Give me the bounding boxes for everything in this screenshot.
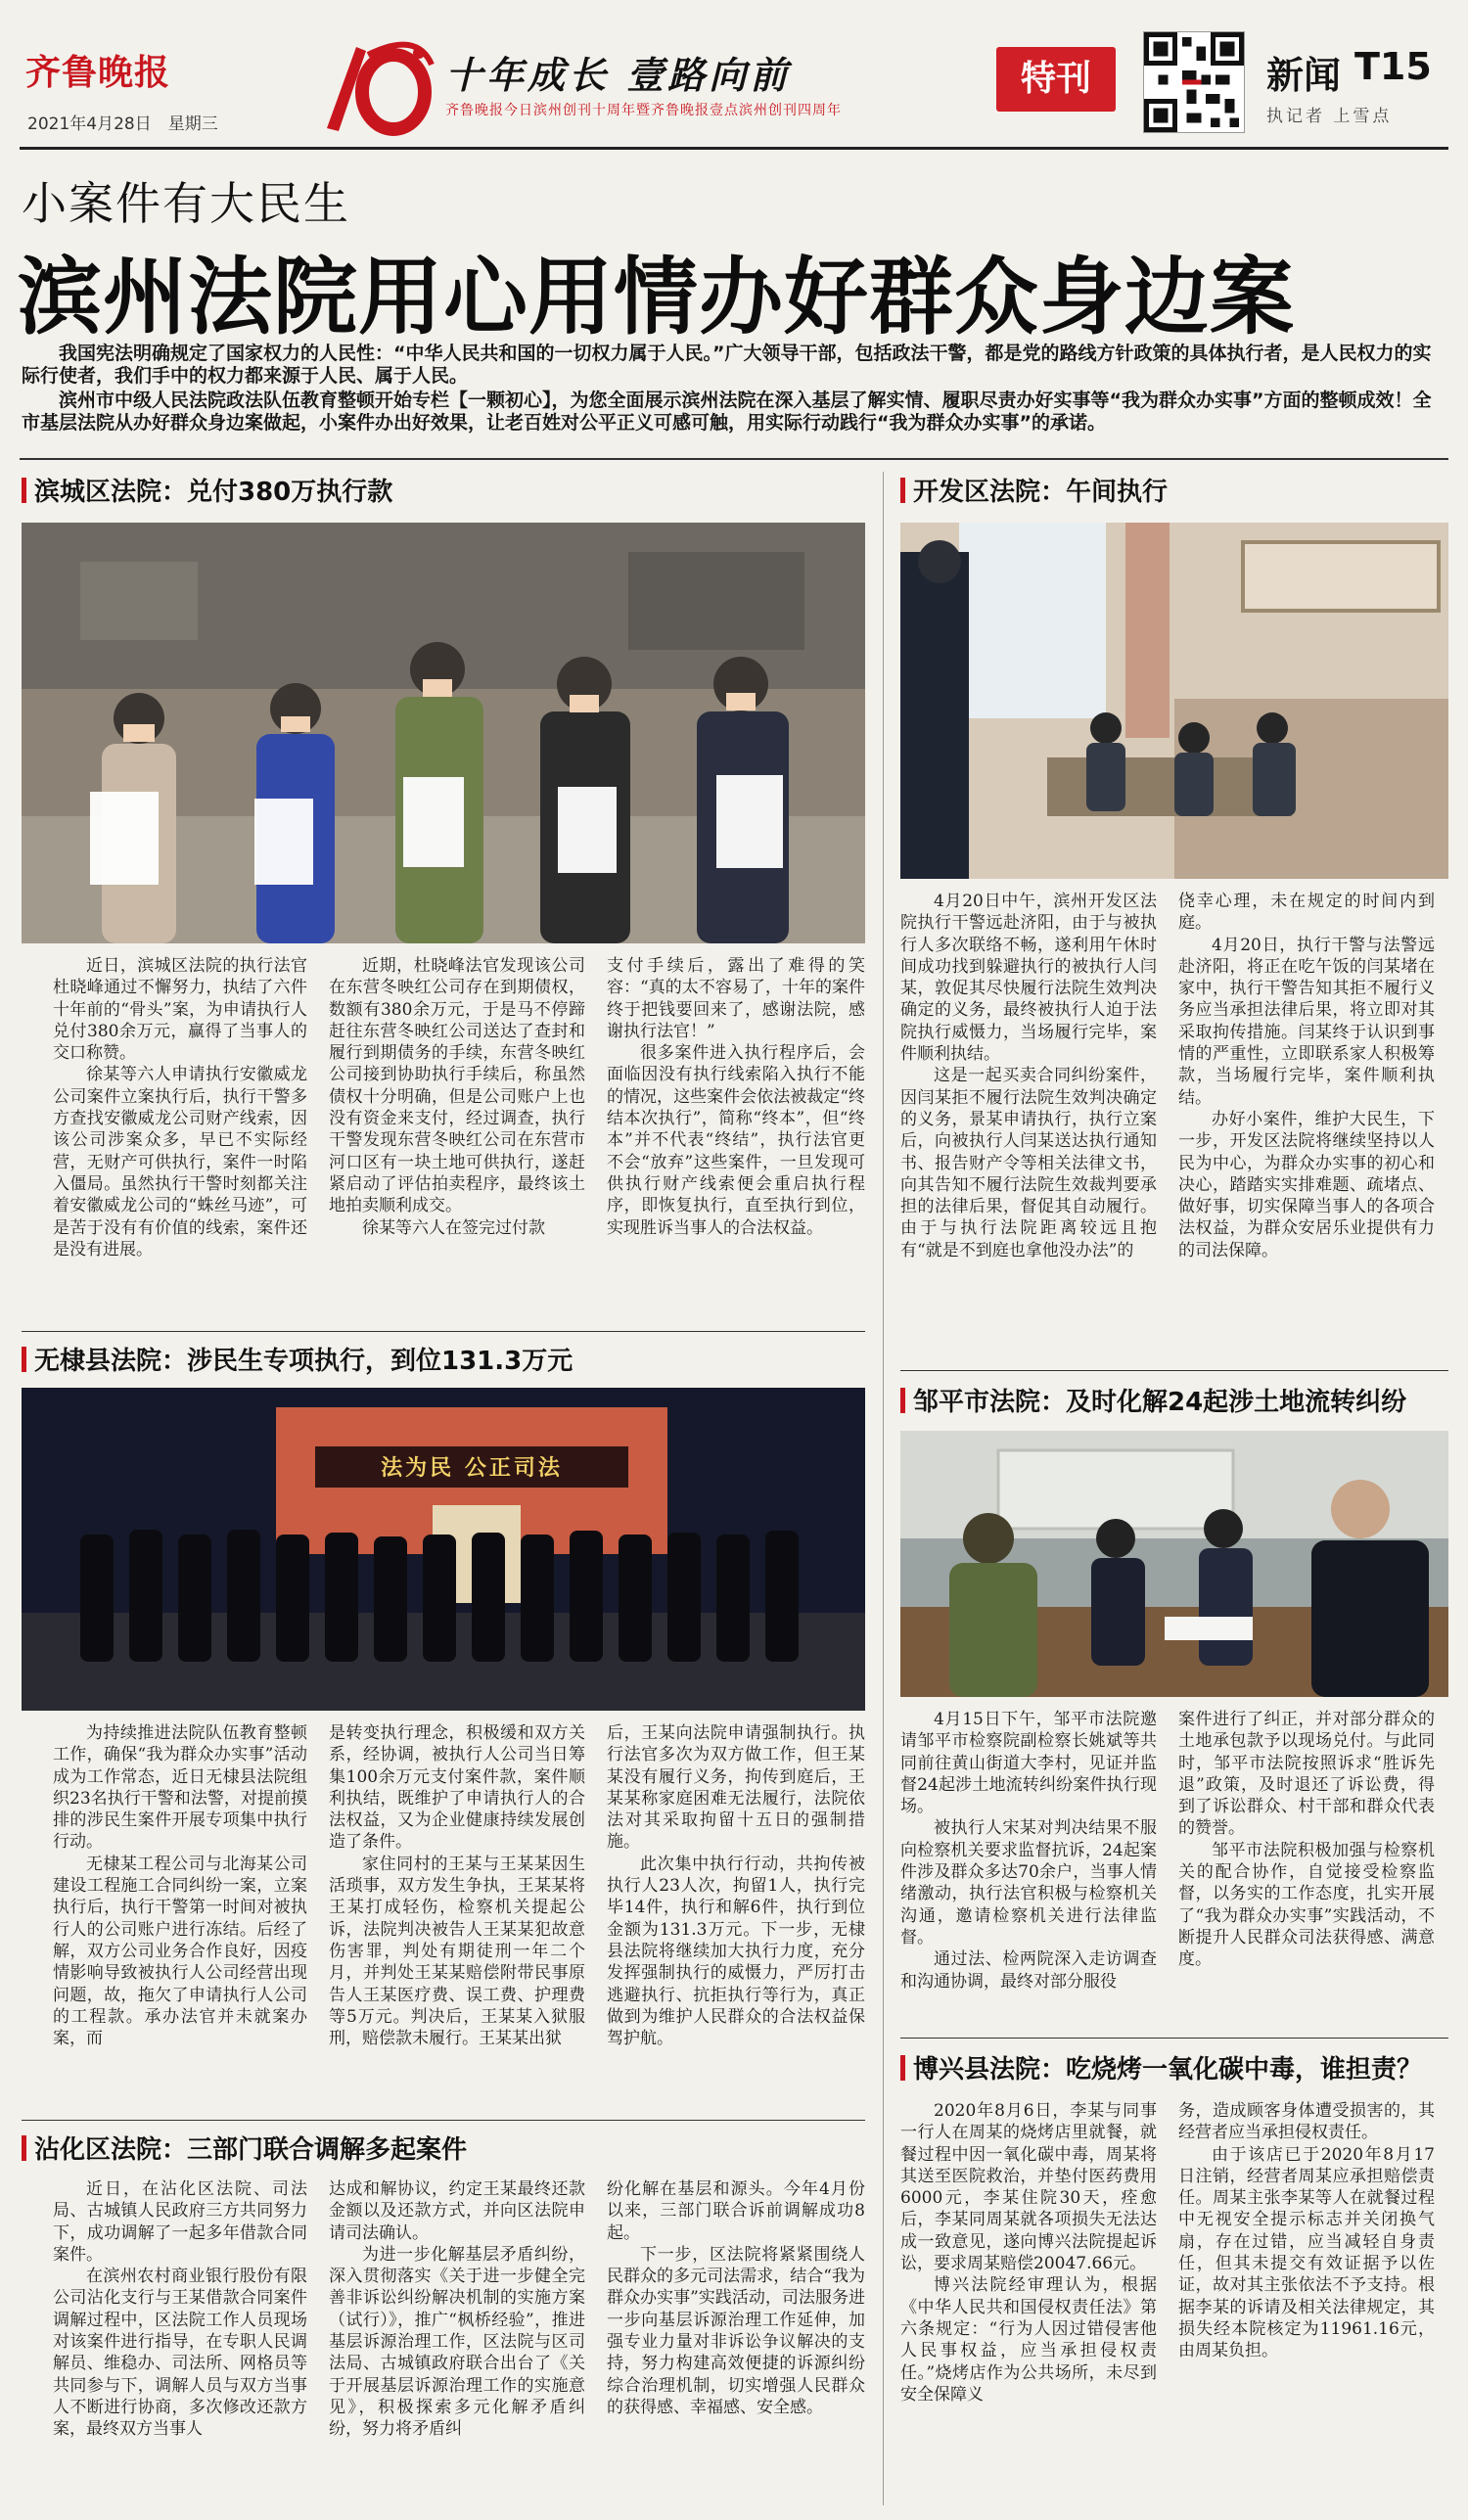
- photo-wudi-night-operation: [22, 1388, 865, 1711]
- section-title-zhanhua: 沾化区法院：三部门联合调解多起案件: [22, 2130, 467, 2166]
- masthead-divider: [20, 147, 1448, 150]
- article-zhanhua-col-3: 纷化解在基层和源头。今年4月份以来，三部门联合诉前调解成功8起。 下一步，区法院将紧紧围绕人民群众的多元司法需求，结合“我为群众办实事”实践活动，司法服务进一步向基层诉源治理工作延伸，加强专业力量对非诉讼争议解决的支持，努力构建高效便捷的诉源纠纷综合治理机制，切实增强人民群众的获得感、幸福感、安全感。: [607, 2179, 865, 2417]
- article-boxing-col-1: 2020年8月6日，李某与同事一行人在周某的烧烤店里就餐，就餐过程中因一氧化碳中毒，周某将其送至医院救治，并垫付医药费用6000元，李某住院30天，痊愈后，李某同周某就各项损失无法达成一致意见，遂向博兴法院提起诉讼，要求周某赔偿20047.66元。 博兴法院经审理认为，根据《中华人民共和国侵权责任法》第六条规定：“行为人因过错侵害他人民事权益，应当承担侵权责任。”烧烤店作为公共场所，未尽到安全保障义: [900, 2101, 1157, 2405]
- anniversary-slogan: 十年成长 壹路向前: [445, 53, 792, 97]
- section-title-kaifa: 开发区法院：午间执行: [900, 472, 1168, 508]
- article-wudi-col-1: 为持续推进法院队伍教育整顿工作，确保“我为群众办实事”活动成为工作常态，近日无棣县法院组织23名执行干警和法警，对提前摸排的涉民生案件开展专项集中执行行动。 无棣某工程公司与北海某公司建设工程施工合同纠纷一案，立案执行后，执行干警第一时间对被执行人的公司账户进行冻结。后经了解，双方公司业务合作良好，因疫情影响导致被执行人公司经营出现问题，故，拖欠了申请执行人公司的工程款。承办法官并未就案办案，而: [53, 1723, 307, 2049]
- article-kaifa-col-1: 4月20日中午，滨州开发区法院执行干警远赴济阳，由于与被执行人多次联络不畅，遂利用午休时间成功找到躲避执行的被执行人闫某，敦促其尽快履行法院生效判决确定的义务，最终被执行人迫于法院执行威慑力，当场履行完毕，案件顺利执结。 这是一起买卖合同纠纷案件，因闫某拒不履行法院生效判决确定的义务，景某申请执行，执行立案后，向被执行人闫某送达执行通知书、报告财产令等相关法律文书，向其告知不履行法院生效裁判要承担的法律后果，督促其自动履行。由于与执行法院距离较远且抱有“就是不到庭也拿他没办法”的: [900, 892, 1157, 1260]
- article-zouping-col-2: 案件进行了纠正，并对部分群众的土地承包款予以现场兑付。与此同时，邹平市法院按照诉求“胜诉先退”政策，及时退还了诉讼费，得到了诉讼群众、村干部和群众代表的赞誉。 邹平市法院积极加强与检察机关的配合协作，自觉接受检察监督，以务实的工作态度，扎实开展了“我为群众办实事”实践活动，不断提升人民群众司法获得感、满意度。: [1178, 1710, 1435, 1970]
- article-zhanhua-col-2: 达成和解协议，约定王某最终还款金额以及还款方式，并向区法院申请司法确认。 为进一步化解基层矛盾纠纷，深入贯彻落实《关于进一步健全完善非诉讼纠纷解决机制的实施方案（试行）》，推广“枫桥经验”，推进基层诉源治理工作，区法院与区司法局、古城镇政府联合出台了《关于开展基层诉源治理工作的实施意见》，积极探索多元化解矛盾纠纷，努力将矛盾纠: [329, 2179, 585, 2440]
- intro-paragraph-1: 我国宪法明确规定了国家权力的人民性：“中华人民共和国的一切权力属于人民。”广大领导干部，包括政法干警，都是党的路线方针政策的具体执行者，是人民权力的实际行使者，我们手中的权力都来源于人民、属于人民。: [22, 343, 1432, 387]
- article-boxing-col-2: 务，造成顾客身体遭受损害的，其经营者应当承担侵权责任。 由于该店已于2020年8月17日注销，经营者周某应承担赔偿责任。周某主张李某等人在就餐过程中无视安全提示标志并关闭换气扇，存在过错，应当减轻自身责任，但其未提交有效证据予以佐证，故对其主张依法不予支持。根据李某的诉请及相关法律规定，其损失经本院核定为11961.16元，由周某负担。: [1178, 2101, 1435, 2361]
- section-divider: [22, 2120, 865, 2121]
- section-title-zouping: 邹平市法院：及时化解24起涉土地流转纠纷: [900, 1382, 1406, 1418]
- article-wudi-col-2: 是转变执行理念，积极缓和双方关系，经协调，被执行人公司当日筹集100余万元支付案件款，案件顺利执结，既维护了申请执行人的合法权益，又为企业健康持续发展创造了条件。 家住同村的王某与王某某因生活琐事，双方发生争执，王某某将王某打成轻伤，检察机关提起公诉，法院判决被告人王某某犯故意伤害罪，判处有期徒刑一年二个月，并判处王某某赔偿附带民事原告人王某医疗费、误工费、护理费等5万元。判决后，王某某入狱服刑，赔偿款未履行。王某某出狱: [329, 1723, 585, 2049]
- section-title-wudi: 无棣县法院：涉民生专项执行，到位131.3万元: [22, 1341, 573, 1377]
- newspaper-logo: 齐鲁晚报: [25, 52, 171, 93]
- article-bincheng-col-3: 支付手续后，露出了难得的笑容：“真的太不容易了，十年的案件终于把钱要回来了，感谢法院，感谢执行法官！” 很多案件进入执行程序后，会面临因没有执行线索陷入执行不能的情况，这些案件会依法被裁定“终结本次执行”，简称“终本”，但“终本”并不代表“终结”，执行法官更不会“放弃”这些案件，一旦发现可供执行财产线索便会重启执行程序，即恢复执行，直至执行到位，实现胜诉当事人的合法权益。: [607, 956, 865, 1238]
- publication-date: 2021年4月28日 星期三: [27, 115, 218, 134]
- special-edition-tag: 特刊: [996, 47, 1116, 112]
- column-divider: [883, 472, 884, 2505]
- editor-credit: 执记者 上雪点: [1266, 107, 1393, 126]
- photo-bincheng-petitioners: [22, 523, 865, 943]
- section-divider: [900, 2038, 1448, 2039]
- anniversary-subline: 齐鲁晚报今日滨州创刊十周年暨齐鲁晚报壹点滨州创刊四周年: [445, 103, 842, 118]
- article-bincheng-col-1: 近日，滨城区法院的执行法官杜晓峰通过不懈努力，执结了六件十年前的“骨头”案，为申请执行人兑付380余万元，赢得了当事人的交口称赞。 徐某等六人申请执行安徽威龙公司案件立案执行后，执行干警多方查找安徽威龙公司财产线索，因该公司涉案众多，早已不实际经营，无财产可供执行，案件一时陷入僵局。虽然执行干警时刻都关注着安徽威龙公司的“蛛丝马迹”，可是苦于没有有价值的线索，案件还是没有进展。: [53, 956, 307, 1260]
- court-banner-text: 法为民 公正司法: [381, 1456, 563, 1481]
- qr-code-icon: [1143, 31, 1245, 133]
- article-zouping-col-1: 4月15日下午，邹平市法院邀请邹平市检察院副检察长姚斌等共同前往黄山街道大李村，见证并监督24起涉土地流转纠纷案件执行现场。 被执行人宋某对判决结果不服向检察机关要求监督抗诉，24起案件涉及群众多达70余户，当事人情绪激动，执行法官积极与检察机关沟通，邀请检察机关进行法律监督。 通过法、检两院深入走访调查和沟通协调，最终对部分服役: [900, 1710, 1157, 1992]
- article-kaifa-col-2: 侥幸心理，未在规定的时间内到庭。 4月20日，执行干警与法警远赴济阳，将正在吃午饭的闫某堵在家中，执行干警告知其拒不履行义务应当承担法律后果，将立即对其采取拘传措施。闫某终于认识到事情的严重性，立即联系家人积极筹款，当场履行完毕，案件顺利执结。 办好小案件，维护大民生，下一步，开发区法院将继续坚持以人民为中心，为群众办实事的初心和决心，踏踏实实排难题、疏堵点、做好事，切实保障当事人的各项合法权益，为群众安居乐业提供有力的司法保障。: [1178, 892, 1435, 1260]
- section-divider: [900, 1370, 1448, 1371]
- photo-kaifa-execution: [900, 523, 1448, 879]
- article-zhanhua-col-1: 近日，在沾化区法院、司法局、古城镇人民政府三方共同努力下，成功调解了一起多年借款合同案件。 在滨州农村商业银行股份有限公司沾化支行与王某借款合同案件调解过程中，区法院工作人员现场对该案件进行指导，在专职人民调解员、维稳办、司法所、网格员等共同参与下，调解人员与双方当事人不断进行协商，多次修改还款方案，最终双方当事人: [53, 2179, 307, 2440]
- section-divider: [22, 1331, 865, 1332]
- article-wudi-col-3: 后，王某向法院申请强制执行。执行法官多次为双方做工作，但王某某没有履行义务，拘传到庭后，王某某称家庭困难无法履行，法院依法对其采取拘留十五日的强制措施。 此次集中执行行动，共拘传被执行人23人次，拘留1人，执行完毕14件，执行和解6件，执行到位金额为131.3万元。下一步，无棣县法院将继续加大执行力度，充分发挥强制执行的威慑力，严厉打击逃避执行、抗拒执行等行为，真正做到为维护人民群众的合法权益保驾护航。: [607, 1723, 865, 2049]
- anniversary-10-emblem-icon: [309, 35, 436, 143]
- intro-divider: [20, 458, 1448, 460]
- intro-paragraph-2: 滨州市中级人民法院政法队伍教育整顿开始专栏【一颗初心】，为您全面展示滨州法院在深入基层了解实情、履职尽责办好实事等“我为群众办实事”方面的整顿成效！全市基层法院从办好群众身边案做起，小案件办出好效果，让老百姓对公平正义可感可触，用实际行动践行“我为群众办实事”的承诺。: [22, 389, 1432, 434]
- section-title-bincheng: 滨城区法院：兑付380万执行款: [22, 472, 392, 508]
- section-name: 新闻: [1266, 54, 1342, 97]
- page-number: T15: [1354, 45, 1432, 88]
- main-headline: 滨州法院用心用情办好群众身边案: [18, 249, 1295, 346]
- section-title-boxing: 博兴县法院：吃烧烤一氧化碳中毒，谁担责？: [900, 2049, 1422, 2085]
- headline-kicker: 小案件有大民生: [22, 177, 350, 230]
- article-bincheng-col-2: 近期，杜晓峰法官发现该公司在东营冬映红公司存在到期债权，数额有380余万元，于是马不停蹄赶往东营冬映红公司送达了查封和履行到期债务的手续，东营冬映红公司接到协助执行手续后，称虽然债权十分明确，但是公司账户上也没有资金来支付，经过调查，执行干警发现东营冬映红公司在东营市河口区有一块土地可供执行，遂赶紧启动了评估拍卖程序，最终该土地拍卖顺利成交。 徐某等六人在签完过付款: [329, 956, 585, 1238]
- photo-zouping-land-dispute: [900, 1431, 1448, 1697]
